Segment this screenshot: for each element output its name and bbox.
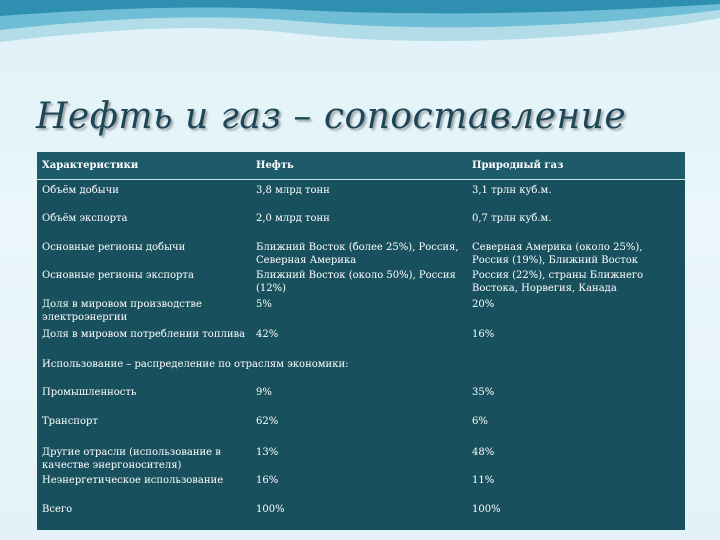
table-cell: 0,7 трлн куб.м.: [472, 213, 552, 224]
table-cell: Россия (22%), страны Ближнего Востока, Норвегия, Канада: [472, 270, 644, 294]
table-cell: Неэнергетическое использование: [42, 475, 224, 486]
table-cell: 3,8 млрд тонн: [256, 185, 330, 196]
header-characteristics: Характеристики: [42, 160, 139, 171]
table-cell: 11%: [472, 475, 495, 486]
table-cell: 62%: [256, 416, 279, 427]
table-cell: Промышленность: [42, 387, 137, 398]
table-cell: 3,1 трлн куб.м.: [472, 185, 552, 196]
usage-section-label: Использование – распределение по отраслям экономики:: [42, 359, 349, 370]
table-cell: Транспорт: [42, 416, 98, 427]
table-cell: 2,0 млрд тонн: [256, 213, 330, 224]
table-cell: 9%: [256, 387, 272, 398]
table-cell: 13%: [256, 447, 279, 458]
table-cell: Всего: [42, 504, 73, 515]
decorative-waves: [0, 0, 720, 60]
table-cell: 42%: [256, 329, 279, 340]
header-oil: Нефть: [256, 160, 294, 171]
table-cell: 16%: [256, 475, 279, 486]
table-cell: 48%: [472, 447, 495, 458]
table-cell: Другие отрасли (использование в качестве энергоносителя): [42, 447, 221, 471]
table-cell: Доля в мировом производстве электроэнергии: [42, 299, 202, 323]
slide-title: Нефть и газ – сопоставление: [36, 96, 627, 137]
header-gas: Природный газ: [472, 160, 564, 171]
table-cell: 16%: [472, 329, 495, 340]
table-cell: 100%: [256, 504, 285, 515]
table-cell: 6%: [472, 416, 488, 427]
table-cell: 5%: [256, 299, 272, 310]
table-cell: Северная Америка (около 25%), Россия (19%), Ближний Восток: [472, 242, 643, 266]
table-cell: 100%: [472, 504, 501, 515]
table-cell: Доля в мировом потреблении топлива: [42, 329, 246, 340]
table-cell: Объём добычи: [42, 185, 119, 196]
table-cell: 35%: [472, 387, 495, 398]
table-cell: Ближний Восток (около 50%), Россия (12%): [256, 270, 456, 294]
table-cell: Основные регионы добычи: [42, 242, 186, 253]
table-cell: Объём экспорта: [42, 213, 128, 224]
comparison-table: [37, 152, 685, 530]
table-cell: Основные регионы экспорта: [42, 270, 194, 281]
table-cell: 20%: [472, 299, 495, 310]
table-cell: Ближний Восток (более 25%), Россия, Северная Америка: [256, 242, 459, 266]
